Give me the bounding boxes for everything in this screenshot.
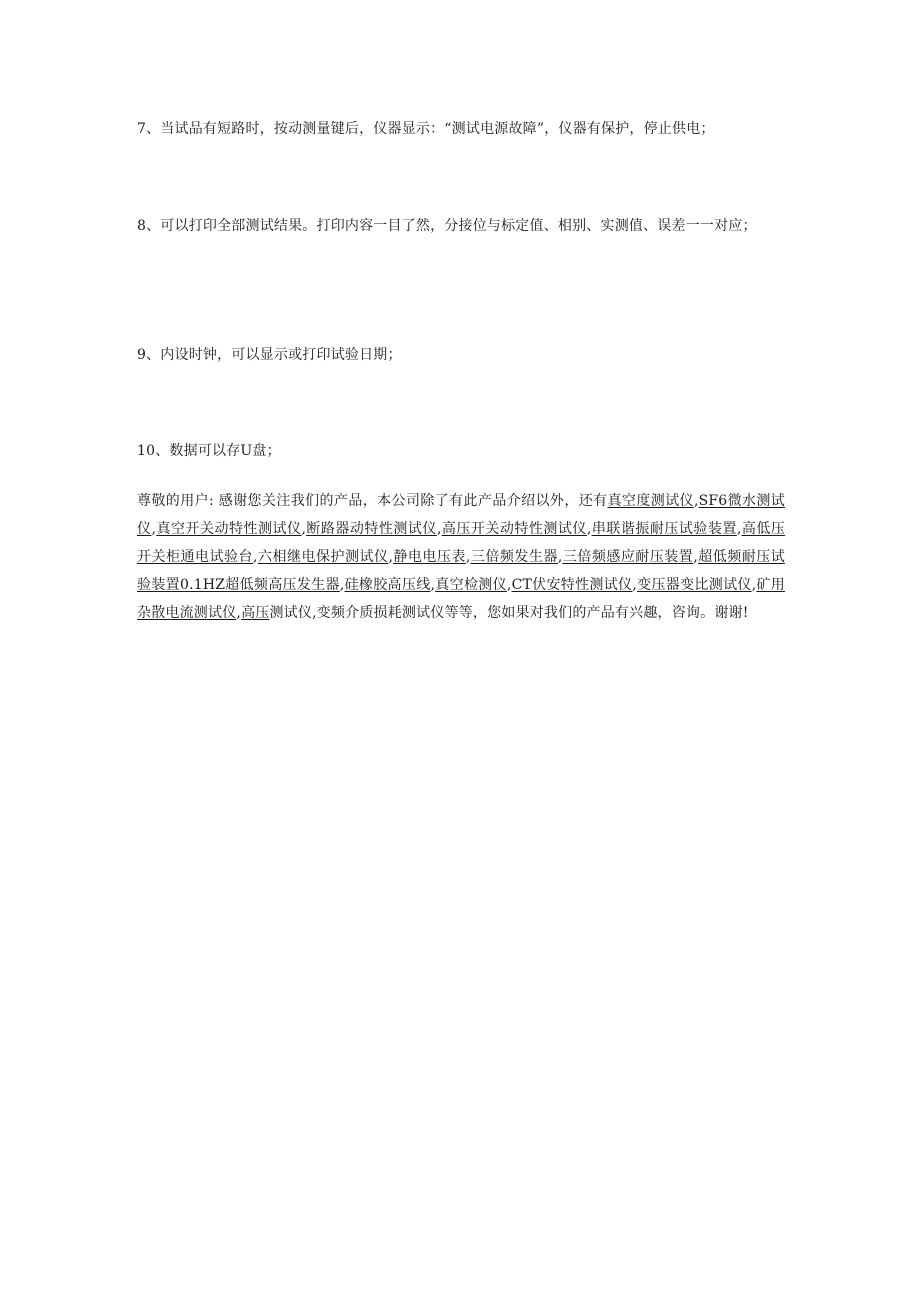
product-link[interactable]: 真空度测试仪 xyxy=(607,493,694,509)
product-link[interactable]: 六相继电保护测试仪 xyxy=(257,549,389,565)
product-link[interactable]: 高压 xyxy=(241,605,270,621)
product-link[interactable]: SF6微水测试仪 xyxy=(137,493,786,537)
feature-item-9: 9、内设时钟，可以显示或打印试验日期； xyxy=(137,347,402,363)
product-link[interactable]: CT伏安特性测试仪 xyxy=(511,577,633,593)
link-separator: , xyxy=(339,577,345,593)
link-separator: , xyxy=(586,521,592,537)
product-link[interactable]: 超低频耐压试验装置0.1HZ超低频高压发生器 xyxy=(137,549,785,593)
product-link[interactable]: 真空开关动特性测试仪 xyxy=(156,521,302,537)
link-separator: , xyxy=(693,493,699,509)
link-separator: , xyxy=(693,549,698,565)
closing-tail: 测试仪,变频介质损耗测试仪等等，您如果对我们的产品有兴趣，咨询。谢谢! xyxy=(269,605,749,621)
feature-item-10: 10、数据可以存U盘； xyxy=(137,443,281,459)
closing-intro: 尊敬的用户: 感谢您关注我们的产品，本公司除了有此产品介绍以外，还有 xyxy=(137,493,608,509)
product-link[interactable]: 高低压开关柜通电试验台 xyxy=(137,521,786,565)
product-link[interactable]: 静电电压表 xyxy=(393,549,466,565)
link-separator: , xyxy=(632,577,638,593)
product-link[interactable]: 三倍频发生器 xyxy=(470,549,558,565)
link-separator: , xyxy=(430,577,436,593)
product-link[interactable]: 变压器变比测试仪 xyxy=(637,577,752,593)
link-separator: , xyxy=(301,521,307,537)
product-link[interactable]: 三倍频感应耐压装置 xyxy=(562,549,694,565)
link-separator: , xyxy=(751,577,757,593)
link-separator: , xyxy=(436,521,442,537)
product-link[interactable]: 断路器动特性测试仪 xyxy=(306,521,437,537)
product-link[interactable]: 串联谐振耐压试验装置 xyxy=(591,521,737,537)
feature-item-7: 7、当试品有短路时，按动测量键后，仪器显示：“测试电源故障”，仪器有保护，停止供电； xyxy=(137,121,715,137)
link-separator: , xyxy=(236,605,242,621)
link-separator: , xyxy=(151,521,157,537)
link-separator: , xyxy=(465,549,471,565)
feature-item-8: 8、可以打印全部测试结果。打印内容一目了然，分接位与标定值、相别、实测值、误差一一对应； xyxy=(137,218,757,234)
link-separator: , xyxy=(253,549,258,565)
link-separator: , xyxy=(388,549,394,565)
link-separator: , xyxy=(736,521,742,537)
link-separator: , xyxy=(506,577,512,593)
closing-paragraph xyxy=(137,487,785,627)
product-link[interactable]: 矿用杂散电流测试仪 xyxy=(137,577,785,621)
link-separator: , xyxy=(557,549,563,565)
product-link[interactable]: 硅橡胶高压线 xyxy=(344,577,431,593)
product-link[interactable]: 高压开关动特性测试仪 xyxy=(441,521,587,537)
product-link[interactable]: 真空检测仪 xyxy=(435,577,507,593)
